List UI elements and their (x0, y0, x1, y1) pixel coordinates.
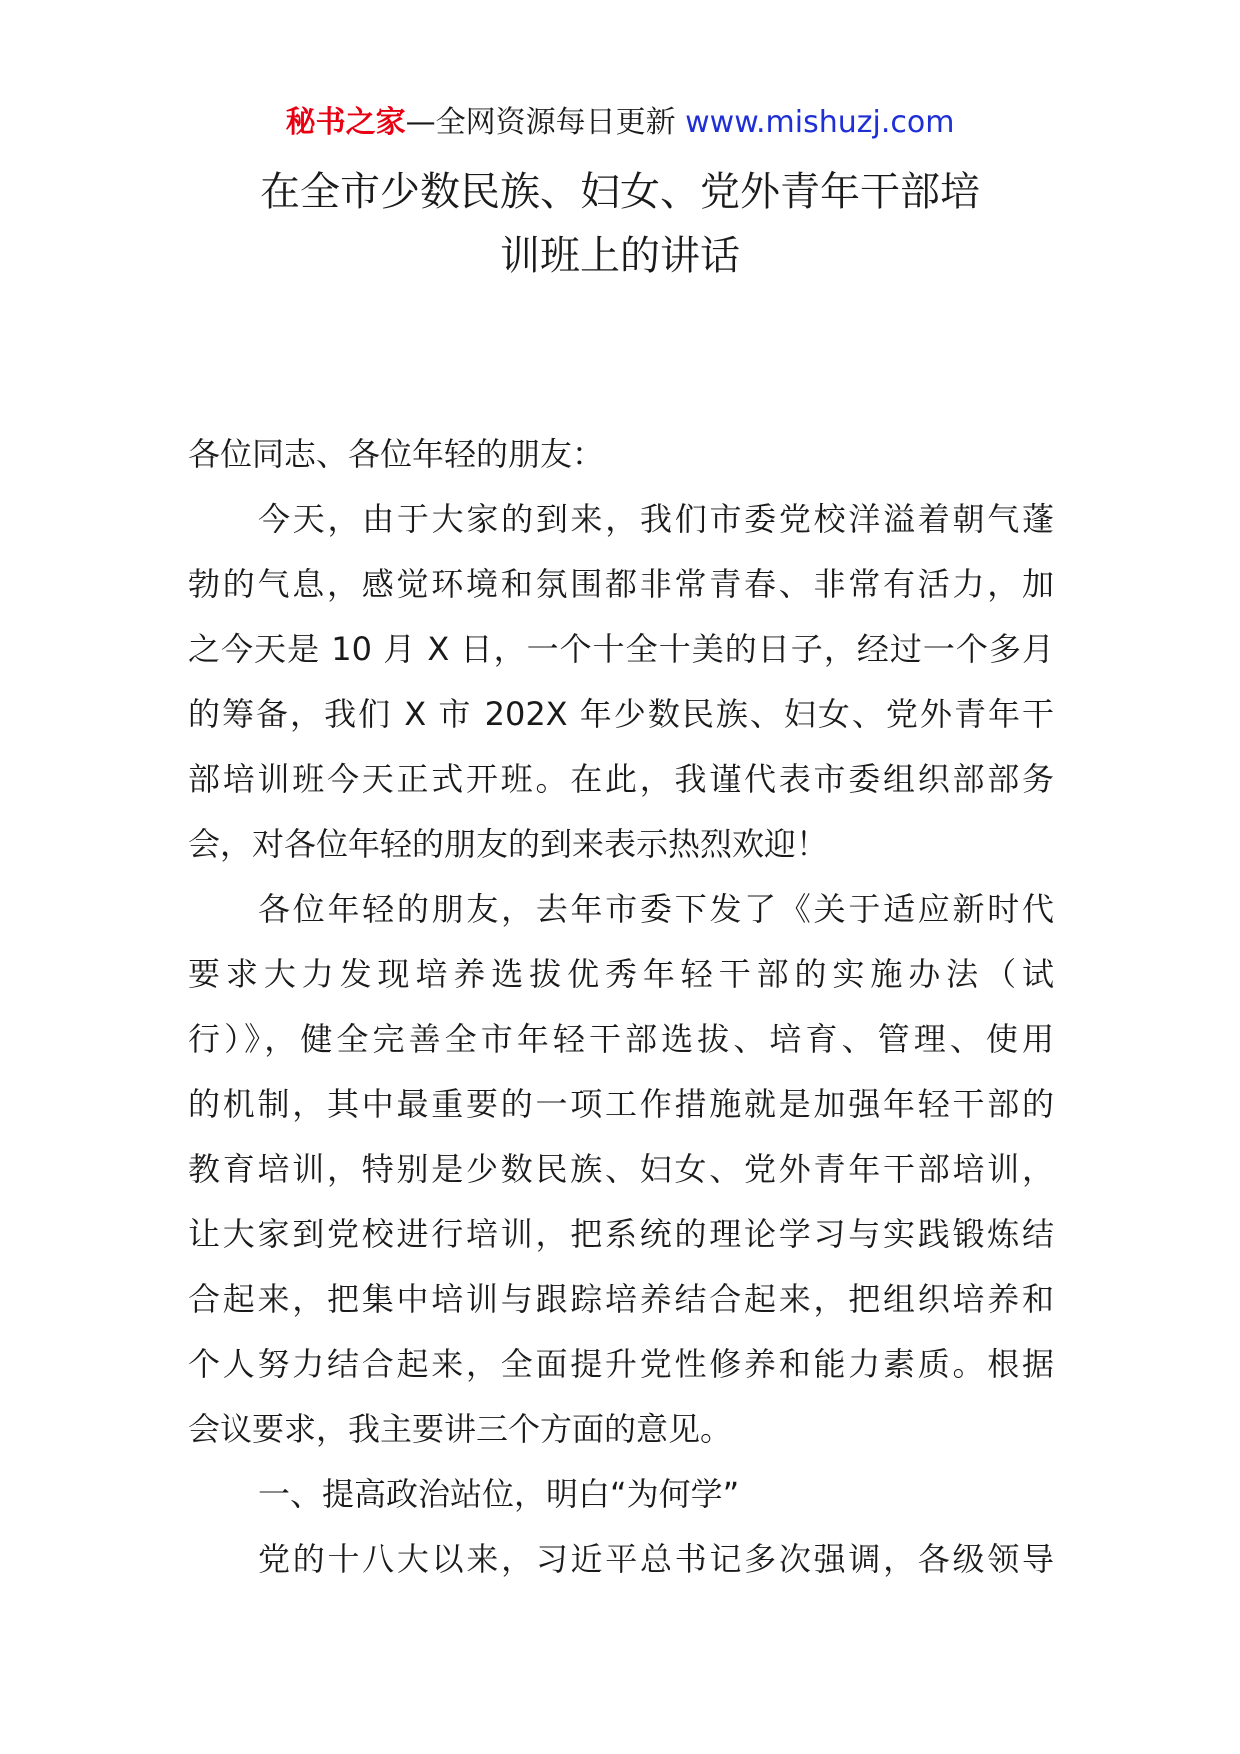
p2-line-6: 让大家到党校进行培训，把系统的理论学习与实践锻炼结 (188, 1215, 1054, 1253)
p1-line-1: 今天，由于大家的到来，我们市委党校洋溢着朝气蓬 (258, 500, 1054, 538)
p2-line-4: 的机制，其中最重要的一项工作措施就是加强年轻干部的 (188, 1085, 1054, 1123)
p2-line-5: 教育培训，特别是少数民族、妇女、党外青年干部培训， (188, 1150, 1054, 1188)
greeting: 各位同志、各位年轻的朋友： (188, 435, 605, 473)
p1-line-5: 部培训班今天正式开班。在此，我谨代表市委组织部部务 (188, 760, 1054, 798)
p2-line-8: 个人努力结合起来，全面提升党性修养和能力素质。根据 (188, 1345, 1054, 1383)
p1-line-4: 的筹备，我们 X 市 202X 年少数民族、妇女、党外青年干 (188, 695, 1054, 733)
p1-line-2: 勃的气息，感觉环境和氛围都非常青春、非常有活力，加 (188, 565, 1054, 603)
document-title (190, 160, 1050, 288)
p2-line-2: 要求大力发现培养选拔优秀年轻干部的实施办法（试 (188, 955, 1054, 993)
p2-line-3: 行）》，健全完善全市年轻干部选拔、培育、管理、使用 (188, 1020, 1054, 1058)
site-url-link[interactable]: www.mishuzj.com (685, 105, 955, 140)
document-body (188, 422, 1054, 1592)
title-line-2: 训班上的讲话 (500, 233, 740, 279)
p2-line-1: 各位年轻的朋友，去年市委下发了《关于适应新时代 (258, 890, 1054, 928)
title-line-1: 在全市少数民族、妇女、党外青年干部培 (260, 169, 980, 215)
p1-line-6: 会，对各位年轻的朋友的到来表示热烈欢迎！ (188, 825, 829, 863)
site-brand: 秘书之家 (285, 105, 406, 140)
p3-line-1: 党的十八大以来，习近平总书记多次强调，各级领导 (258, 1540, 1054, 1578)
section-heading-1: 一、提高政治站位，明白“为何学” (258, 1475, 740, 1513)
site-header (0, 100, 1240, 146)
p1-line-3: 之今天是 10 月 X 日，一个十全十美的日子，经过一个多月 (188, 630, 1054, 668)
site-tagline: —全网资源每日更新 (405, 105, 676, 140)
p2-line-7: 合起来，把集中培训与跟踪培养结合起来，把组织培养和 (188, 1280, 1054, 1318)
p2-line-9: 会议要求，我主要讲三个方面的意见。 (188, 1410, 733, 1448)
